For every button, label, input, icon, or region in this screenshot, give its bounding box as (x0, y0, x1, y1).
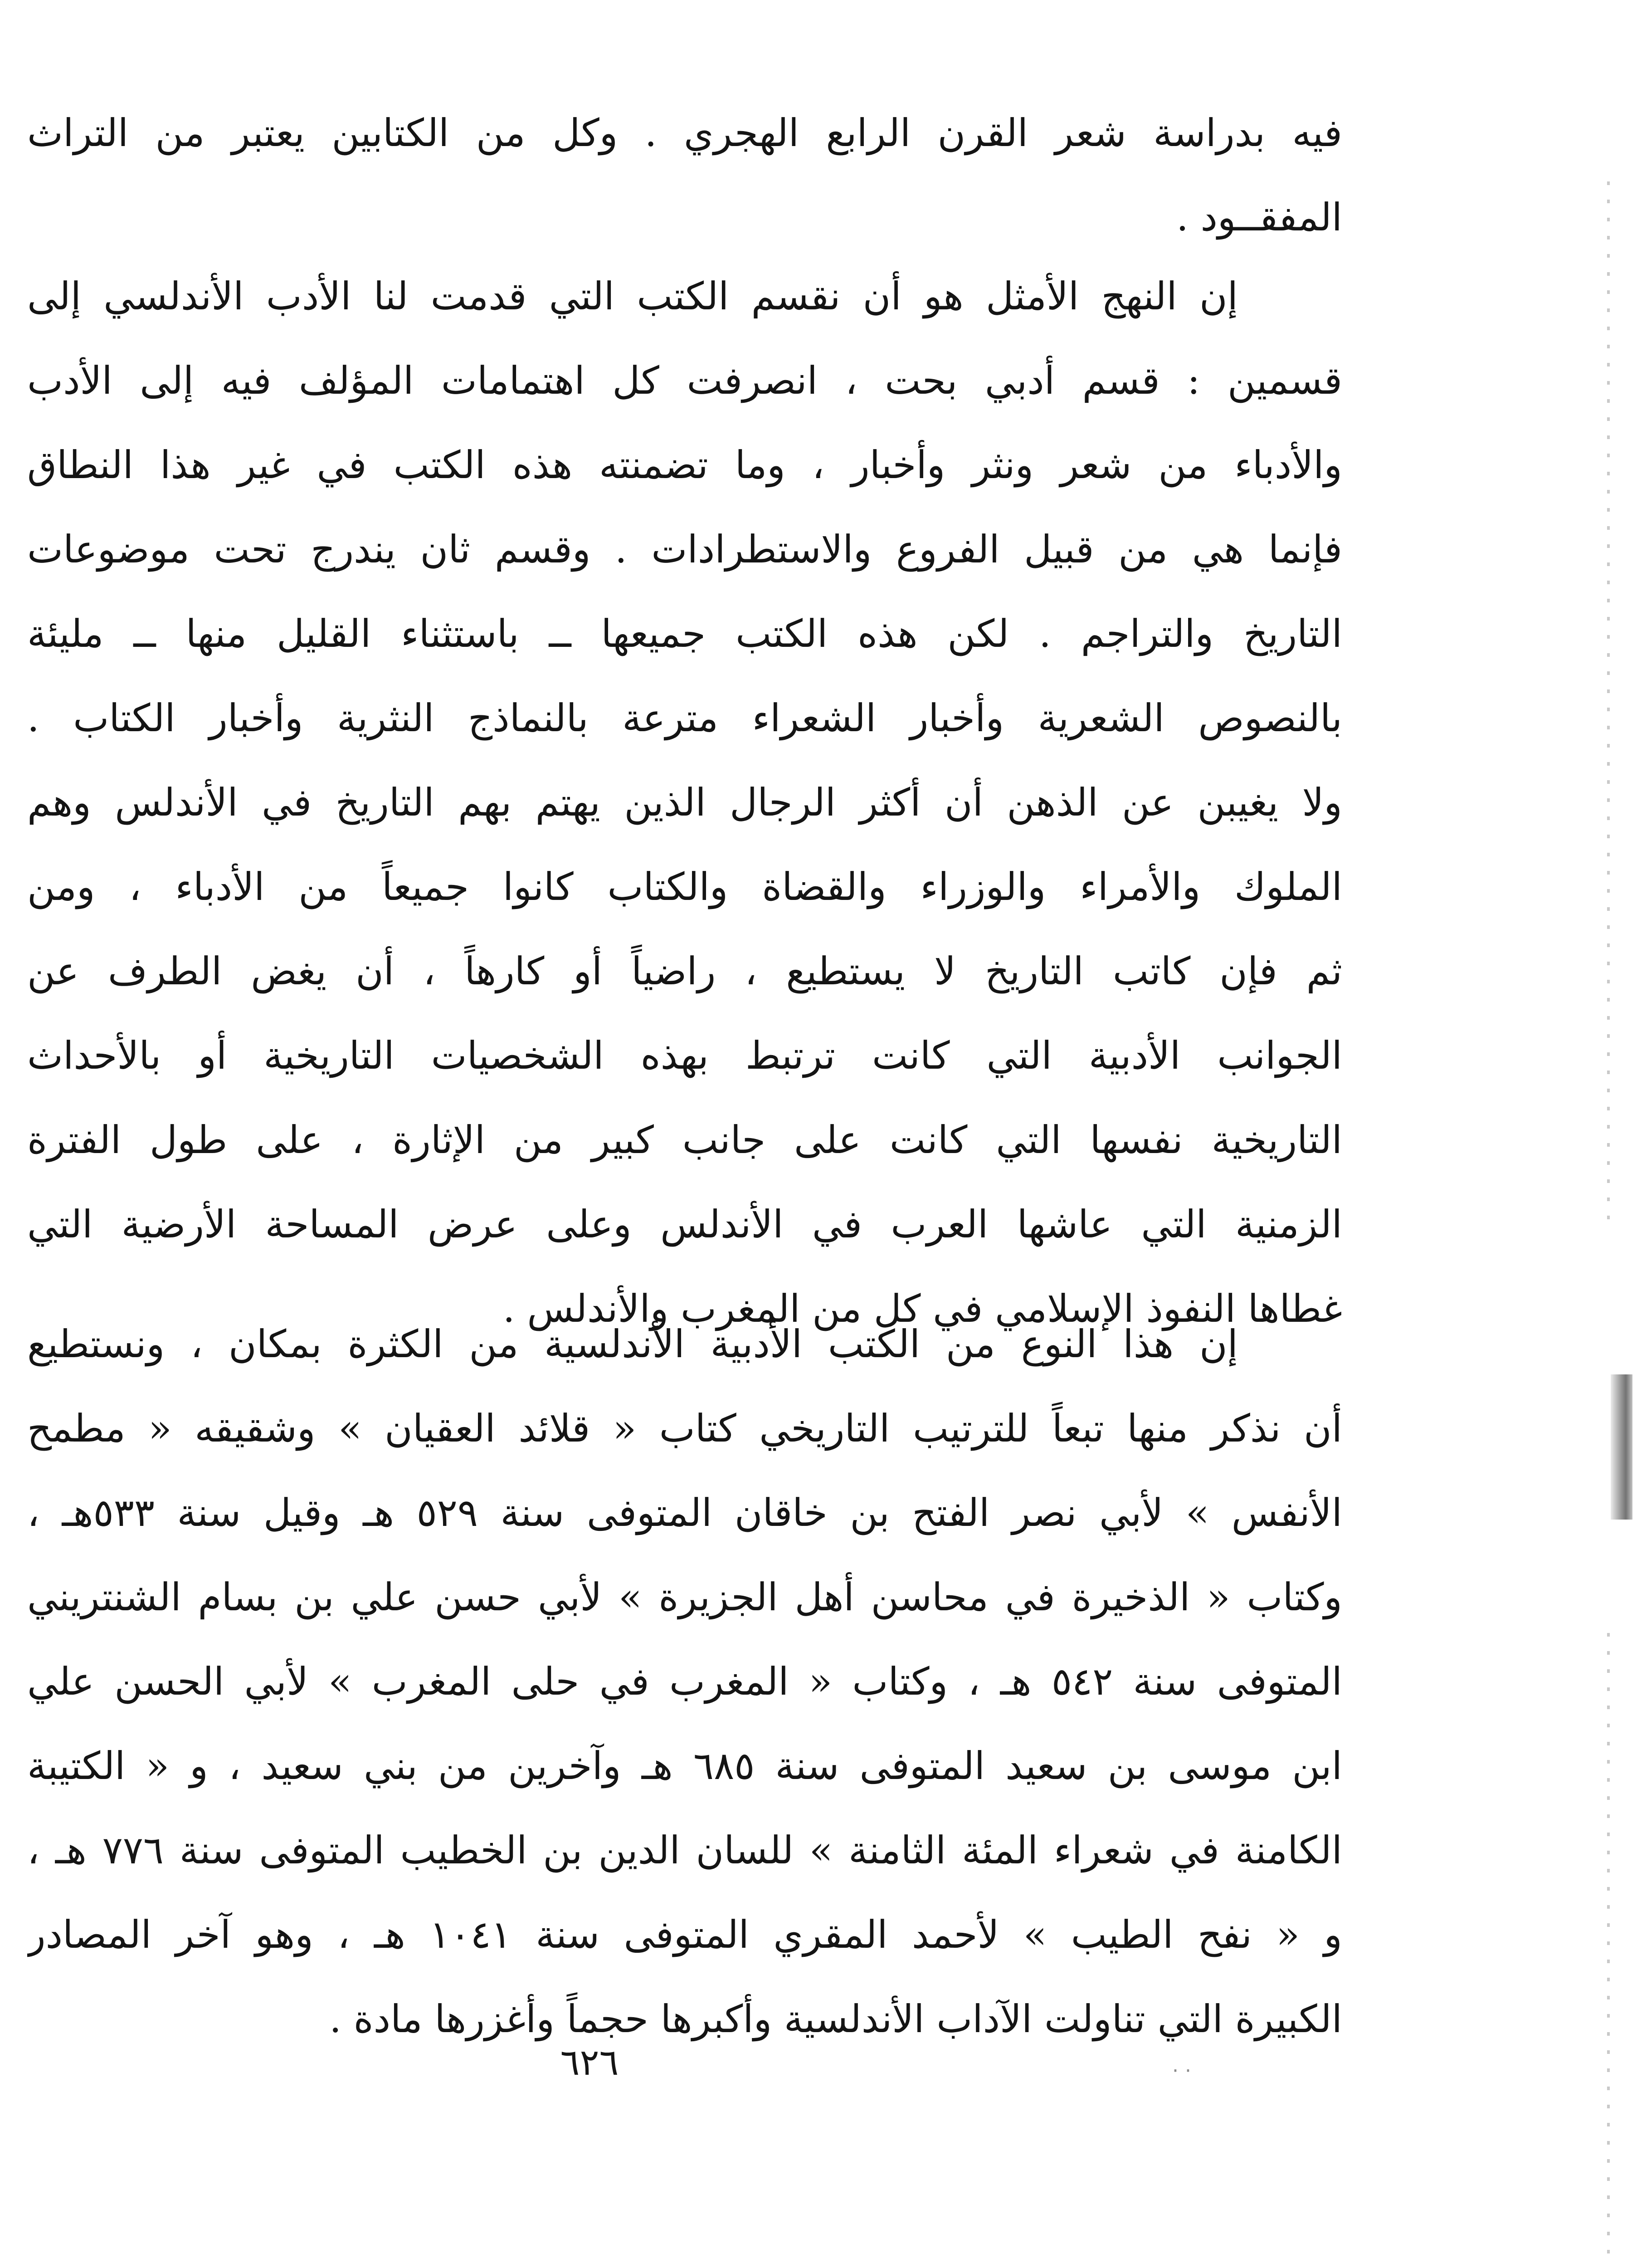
text-line: ابن موسى بن سعيد المتوفى سنة ٦٨٥ هـ وآخرين من بني سعيد ، و « الكتيبة (27, 1744, 1342, 1788)
intro-text (27, 91, 1342, 259)
text-line: المفقــود . (1176, 195, 1342, 240)
scan-edge-shadow (1607, 181, 1610, 1225)
text-line: ثم فإن كاتب التاريخ لا يستطيع ، راضياً أو كارهاً ، أن يغض الطرف عن (27, 949, 1342, 993)
scan-edge-shadow (1607, 1633, 1610, 2268)
text-line: فيه بدراسة شعر القرن الرابع الهجري . وكل من الكتابين يعتبر من التراث (27, 111, 1342, 155)
text-line: الجوانب الأدبية التي كانت ترتبط بهذه الشخصيات التاريخية أو بالأحداث (27, 1033, 1342, 1078)
paragraph-2 (27, 1302, 1342, 2061)
scan-speck: · · (1172, 2059, 1191, 2082)
text-line: الأنفس » لأبي نصر الفتح بن خاقان المتوفى سنة ٥٢٩ هـ وقيل سنة ٥٣٣هـ ، (27, 1491, 1342, 1535)
text-line: قسمين : قسم أدبي بحت ، انصرفت كل اهتمامات المؤلف فيه إلى الأدب (27, 358, 1342, 403)
text-line: التاريخ والتراجم . لكن هذه الكتب جميعها ــ باستثناء القليل منها ــ مليئة (27, 611, 1342, 656)
text-line: أن نذكر منها تبعاً للترتيب التاريخي كتاب « قلائد العقيان » وشقيقه « مطمح (27, 1406, 1342, 1451)
scan-edge-shadow (1611, 1374, 1632, 1520)
text-line: فإنما هي من قبيل الفروع والاستطرادات . وقسم ثان يندرج تحت موضوعات (27, 527, 1342, 572)
text-line: الكامنة في شعراء المئة الثامنة » للسان الدين بن الخطيب المتوفى سنة ٧٧٦ هـ ، (27, 1828, 1342, 1872)
text-line: إن النهج الأمثل هو أن نقسم الكتب التي قدمت لنا الأدب الأندلسي إلى (27, 274, 1238, 318)
text-line: المتوفى سنة ٥٤٢ هـ ، وكتاب « المغرب في حلى المغرب » لأبي الحسن علي (27, 1659, 1342, 1704)
text-line: الكبيرة التي تناولت الآداب الأندلسية وأكبرها حجماً وأغزرها مادة . (329, 1997, 1342, 2041)
text-line: والأدباء من شعر ونثر وأخبار ، وما تضمنته هذه الكتب في غير هذا النطاق (27, 443, 1342, 487)
text-line: الزمنية التي عاشها العرب في الأندلس وعلى عرض المساحة الأرضية التي (27, 1202, 1342, 1246)
paragraph-1 (27, 254, 1342, 1351)
text-line: بالنصوص الشعرية وأخبار الشعراء مترعة بالنماذج النثرية وأخبار الكتاب . (27, 696, 1342, 740)
text-line: التاريخية نفسها التي كانت على جانب كبير من الإثارة ، على طول الفترة (27, 1118, 1342, 1162)
text-line: وكتاب « الذخيرة في محاسن أهل الجزيرة » لأبي حسن علي بن بسام الشنتريني (27, 1575, 1342, 1619)
page-number: ٦٢٦ (560, 2041, 619, 2083)
text-line: غطاها النفوذ الإسلامي في كل من المغرب والأندلس . (502, 1286, 1342, 1331)
text-line: الملوك والأمراء والوزراء والقضاة والكتاب كانوا جميعاً من الأدباء ، ومن (27, 865, 1342, 909)
text-line: ولا يغيبن عن الذهن أن أكثر الرجال الذين يهتم بهم التاريخ في الأندلس وهم (27, 780, 1342, 825)
text-line: و « نفح الطيب » لأحمد المقري المتوفى سنة ١٠٤١ هـ ، وهو آخر المصادر (27, 1912, 1342, 1957)
text-line: إن هذا النوع من الكتب الأدبية الأندلسية من الكثرة بمكان ، ونستطيع (27, 1322, 1238, 1366)
